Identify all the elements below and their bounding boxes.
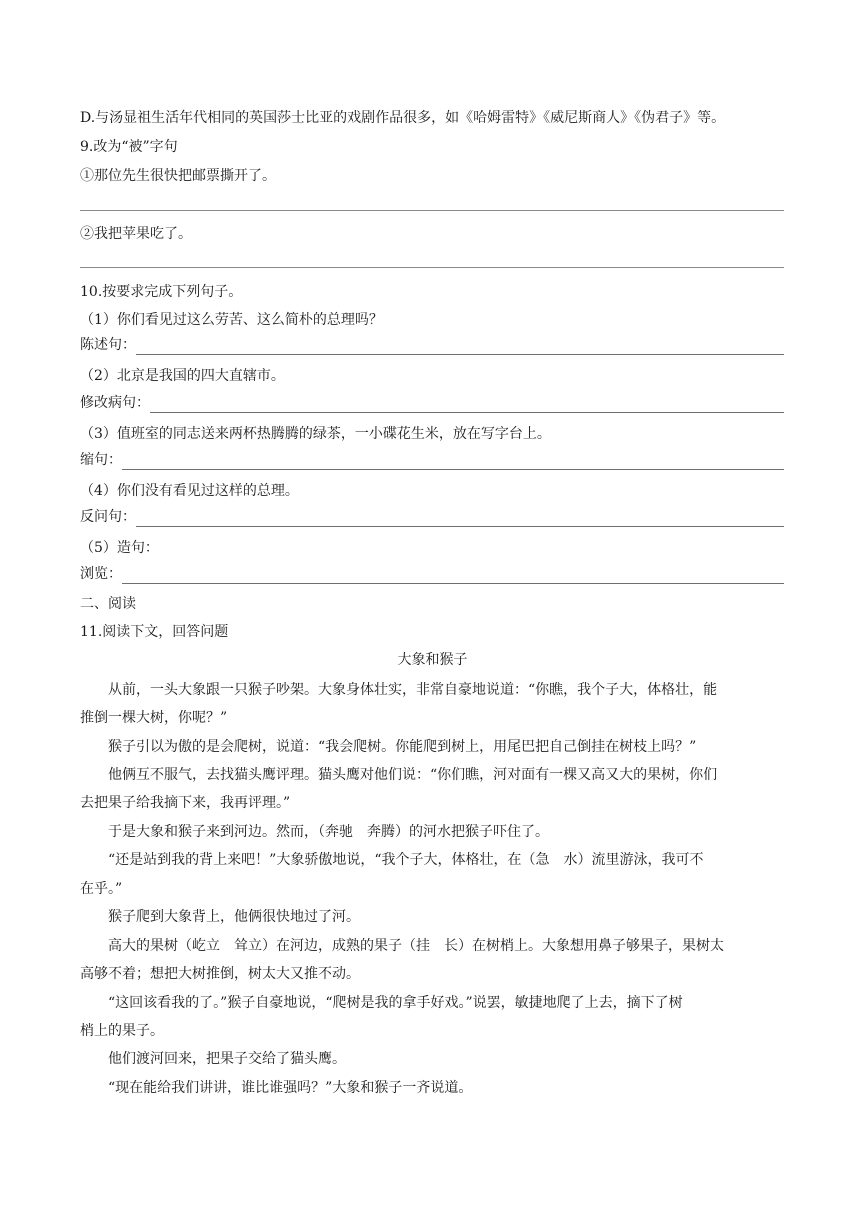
q9-answer-line-2[interactable] (80, 267, 784, 268)
story-line: 去把果子给我摘下来，我再评理。” (80, 795, 291, 811)
story-title: 大象和猴子 (397, 652, 468, 668)
q10-sentence-4: （4）你们没有看见过这样的总理。 (80, 483, 299, 499)
story-line: “还是站到我的背上来吧！”大象骄傲地说，“我个子大，体格壮，在（急 水）流里游泳，我可不 (108, 852, 704, 868)
q10-sentence-3: （3）值班室的同志送来两杯热腾腾的绿茶，一小碟花生米，放在写字台上。 (80, 426, 551, 442)
q10-answer-label-1: 陈述句： (80, 337, 136, 353)
story-line: 高大的果树（屹立 耸立）在河边，成熟的果子（挂 长）在树梢上。大象想用鼻子够果子，果树太 (108, 938, 724, 954)
q10-answer-blank-4[interactable] (136, 511, 784, 527)
q10-answer-row-5 (80, 564, 784, 584)
q10-sentence-1: （1）你们看见过这么劳苦、这么简朴的总理吗？ (80, 312, 383, 328)
story-line: 梢上的果子。 (80, 1023, 164, 1039)
story-line: 推倒一棵大树，你呢？” (80, 710, 228, 726)
q10-answer-blank-2[interactable] (150, 397, 784, 413)
story-line: 于是大象和猴子来到河边。然而，（奔驰 奔腾）的河水把猴子吓住了。 (108, 824, 549, 840)
q10-answer-row-2 (80, 393, 784, 413)
story-line: “这回该看我的了。”猴子自豪地说，“爬树是我的拿手好戏。”说罢，敏捷地爬了上去，摘下了树 (108, 995, 683, 1011)
q9-answer-line-1[interactable] (80, 210, 784, 211)
q8-option-d: D.与汤显祖生活年代相同的英国莎士比亚的戏剧作品很多，如《哈姆雷特》《威尼斯商人》《伪君子》等。 (80, 110, 726, 126)
q10-sentence-2: （2）北京是我国的四大直辖市。 (80, 368, 285, 384)
section-reading-title: 二、阅读 (80, 596, 136, 612)
story-line: 高够不着；想把大树推倒，树太大又推不动。 (80, 966, 360, 982)
q10-answer-blank-5[interactable] (122, 568, 784, 584)
story-line: 猴子爬到大象背上，他俩很快地过了河。 (108, 909, 360, 925)
story-line: 猴子引以为傲的是会爬树，说道：“我会爬树。你能爬到树上，用尾巴把自己倒挂在树枝上吗？” (108, 739, 697, 755)
q10-answer-label-5: 浏览： (80, 566, 122, 582)
q10-answer-label-4: 反问句： (80, 509, 136, 525)
q10-answer-blank-1[interactable] (136, 339, 784, 355)
story-line: 从前，一头大象跟一只猴子吵架。大象身体壮实，非常自豪地说道：“你瞧，我个子大，体格壮，能 (108, 682, 718, 698)
story-line: 他们渡河回来，把果子交给了猫头鹰。 (108, 1051, 346, 1067)
q10-answer-row-4 (80, 507, 784, 527)
q10-answer-label-3: 缩句： (80, 452, 122, 468)
q9-title: 9.改为“被”字句 (80, 139, 178, 155)
q9-item-2: ②我把苹果吃了。 (80, 226, 192, 242)
story-line: “现在能给我们讲讲，谁比谁强吗？”大象和猴子一齐说道。 (108, 1080, 473, 1096)
story-line: 在乎。” (80, 881, 123, 897)
story-line: 他俩互不服气，去找猫头鹰评理。猫头鹰对他们说：“你们瞧，河对面有一棵又高又大的果树，你们 (108, 767, 718, 783)
q9-item-1: ①那位先生很快把邮票撕开了。 (80, 168, 276, 184)
q10-answer-row-1 (80, 335, 784, 355)
q10-answer-label-2: 修改病句： (80, 395, 150, 411)
q11-title: 11.阅读下文，回答问题 (80, 624, 229, 640)
q10-answer-row-3 (80, 450, 784, 470)
q10-sentence-5: （5）造句： (80, 540, 159, 556)
q10-title: 10.按要求完成下列句子。 (80, 284, 243, 300)
q10-answer-blank-3[interactable] (122, 454, 784, 470)
